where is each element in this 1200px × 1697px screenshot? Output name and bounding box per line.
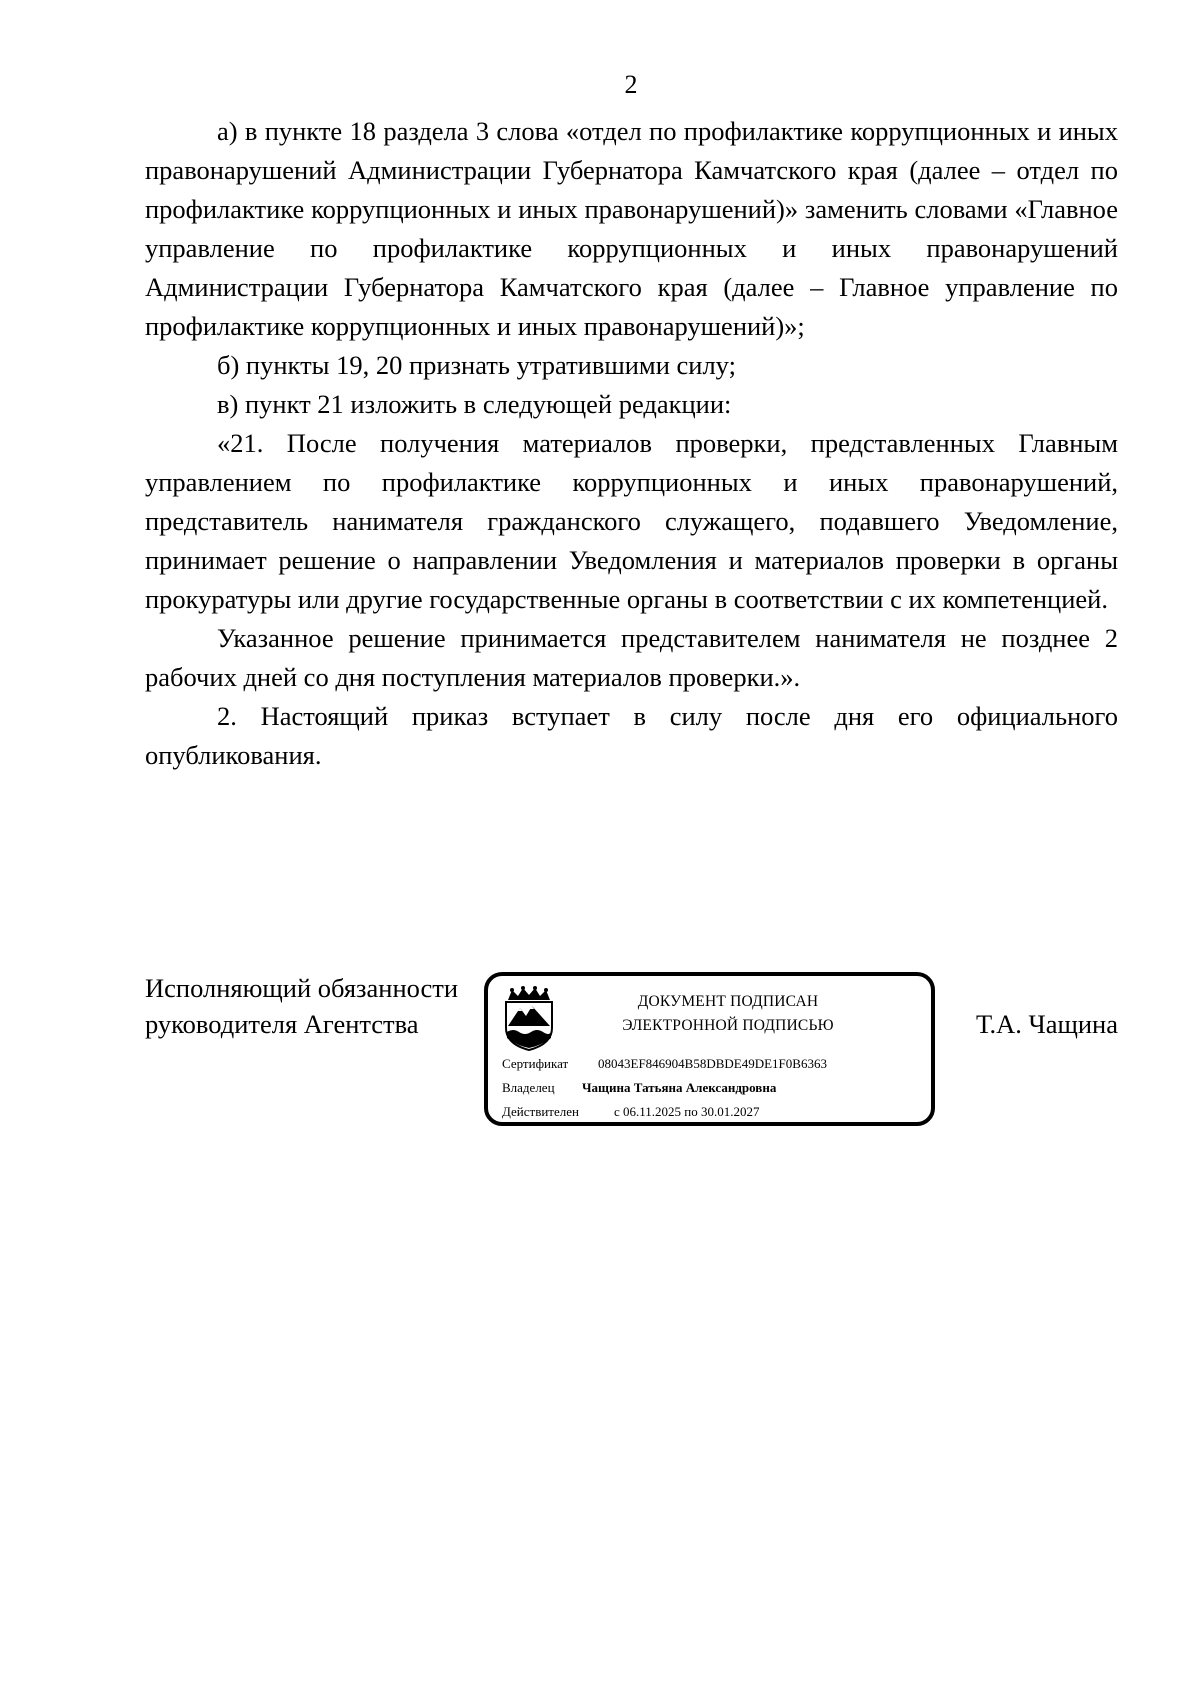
stamp-validity-value: с 06.11.2025 по 30.01.2027 bbox=[614, 1104, 760, 1119]
electronic-signature-stamp bbox=[484, 972, 935, 1126]
stamp-certificate-value: 08043EF846904B58DBDE49DE1F0B6363 bbox=[598, 1056, 827, 1071]
paragraph-effective-date: 2. Настоящий приказ вступает в силу после дня его официального опубликования. bbox=[145, 701, 1118, 770]
paragraph-item-v: в) пункт 21 изложить в следующей редакции: bbox=[217, 389, 732, 419]
stamp-owner-label: Владелец bbox=[502, 1080, 555, 1095]
stamp-owner-value: Чащина Татьяна Александровна bbox=[582, 1080, 777, 1095]
stamp-validity-row bbox=[502, 1103, 760, 1121]
kamchatka-coat-of-arms-icon bbox=[500, 986, 558, 1052]
page-number: 2 bbox=[624, 70, 638, 99]
signature-title bbox=[145, 970, 458, 1042]
stamp-certificate-row bbox=[502, 1055, 827, 1073]
stamp-heading bbox=[578, 990, 878, 1038]
stamp-heading-line2: ЭЛЕКТРОННОЙ ПОДПИСЬЮ bbox=[622, 1017, 834, 1034]
signature-title-line2: руководителя Агентства bbox=[145, 1009, 419, 1039]
signature-title-line1: Исполняющий обязанности bbox=[145, 973, 459, 1003]
signer-name: Т.А. Чащина bbox=[975, 1009, 1118, 1039]
stamp-owner-row bbox=[502, 1079, 777, 1097]
paragraph-decision-deadline: Указанное решение принимается представителем нанимателя не позднее 2 рабочих дней со дня поступления материалов проверки.». bbox=[145, 623, 1118, 692]
stamp-heading-line1: ДОКУМЕНТ ПОДПИСАН bbox=[637, 993, 819, 1010]
paragraph-item-b: б) пункты 19, 20 признать утратившими силу; bbox=[217, 350, 736, 380]
paragraph-item-a: а) в пункте 18 раздела 3 слова «отдел по профилактике коррупционных и иных правонарушений Администрации Губернатора Камчатского края (далее – отдел по профилактике коррупционных и иных правонарушений)» заменить словами «Главное управление по профилактике коррупционных и иных правонарушений Администрации Губернатора Камчатского края (далее – Главное управление по профилактике коррупционных и иных правонарушений)»; bbox=[145, 116, 1118, 341]
stamp-certificate-label: Сертификат bbox=[502, 1056, 569, 1071]
stamp-validity-label: Действителен bbox=[502, 1104, 579, 1119]
document-body bbox=[145, 112, 1118, 775]
paragraph-point-21: «21. После получения материалов проверки, представленных Главным управлением по профилактике коррупционных и иных правонарушений, представитель нанимателя гражданского служащего, подавшего Уведомление, принимает решение о направлении Уведомления и материалов проверки в органы прокуратуры или другие государственные органы в соответствии с их компетенцией. bbox=[145, 428, 1118, 614]
